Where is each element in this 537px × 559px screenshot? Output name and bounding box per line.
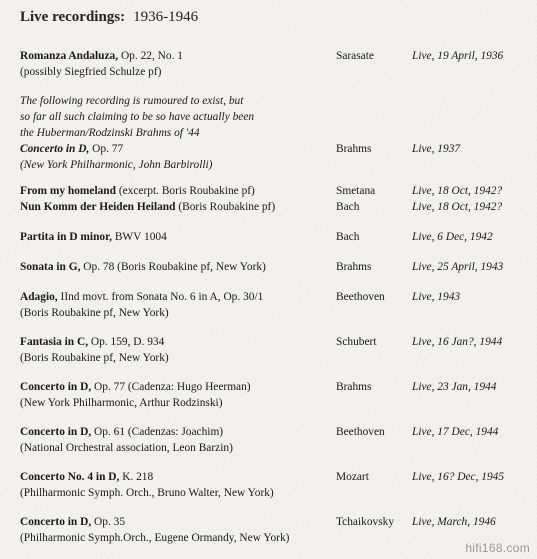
work-title: Concerto in D, — [20, 143, 90, 155]
recording-entry — [20, 229, 535, 245]
work-title: Fantasia in C, — [20, 336, 89, 348]
heading-years: 1936-1946 — [133, 9, 199, 25]
rumour-note-line: the Huberman/Rodzinski Brahms of '44 — [20, 127, 200, 139]
performers: (New York Philharmonic, Arthur Rodzinski) — [20, 397, 223, 409]
performers: (Boris Roubakine pf, New York) — [20, 352, 169, 364]
work-detail: Op. 77 (Cadenza: Hugo Heerman) — [91, 381, 251, 393]
recording-date: Live, 1937 — [412, 143, 461, 155]
work-detail: Op. 61 (Cadenzas: Joachim) — [91, 426, 224, 438]
composer: Tchaikovsky — [336, 516, 395, 528]
recording-entry — [20, 259, 535, 275]
work-detail: (Boris Roubakine pf) — [175, 201, 276, 213]
recording-date: Live, 6 Dec, 1942 — [412, 231, 493, 243]
recording-date: Live, 17 Dec, 1944 — [412, 426, 499, 438]
work-title: Concerto No. 4 in D, — [20, 471, 120, 483]
recording-entry — [20, 424, 535, 456]
page-heading — [20, 9, 198, 26]
composer: Smetana — [336, 185, 376, 197]
recording-date: Live, 18 Oct, 1942? — [412, 201, 503, 213]
work-detail: (excerpt. Boris Roubakine pf) — [115, 185, 255, 197]
work-title: From my homeland — [20, 185, 116, 197]
work-title: Sonata in G, — [20, 261, 81, 273]
recording-date: Live, 19 April, 1936 — [412, 50, 504, 62]
recording-entry — [20, 469, 535, 501]
recording-date: Live, 25 April, 1943 — [412, 261, 504, 273]
composer: Brahms — [336, 261, 372, 273]
work-detail: K. 218 — [119, 471, 154, 483]
work-title: Adagio, — [20, 291, 58, 303]
composer: Beethoven — [336, 291, 385, 303]
performers: (Philharmonic Symph. Orch., Bruno Walter, New York) — [20, 487, 274, 499]
recording-date: Live, March, 1946 — [412, 516, 496, 528]
work-detail: Op. 35 — [91, 516, 126, 528]
work-title: Concerto in D, — [20, 381, 92, 393]
work-detail: IInd movt. from Sonata No. 6 in A, Op. 30/1 — [57, 291, 264, 303]
composer: Bach — [336, 231, 360, 243]
performers: (National Orchestral association, Leon Barzin) — [20, 442, 233, 454]
recording-date: Live, 16 Jan?, 1944 — [412, 336, 503, 348]
recording-entry — [20, 289, 535, 321]
recording-date: Live, 18 Oct, 1942? — [412, 185, 503, 197]
composer: Mozart — [336, 471, 369, 483]
composer: Brahms — [336, 143, 372, 155]
performers: (Boris Roubakine pf, New York) — [20, 307, 169, 319]
recording-entry — [20, 514, 535, 546]
recording-date: Live, 16? Dec, 1945 — [412, 471, 505, 483]
work-title: Concerto in D, — [20, 426, 92, 438]
recording-entry — [20, 379, 535, 411]
composer: Beethoven — [336, 426, 385, 438]
composer: Bach — [336, 201, 360, 213]
performers: (Philharmonic Symph.Orch., Eugene Ormandy, New York) — [20, 532, 290, 544]
performers: (possibly Siegfried Schulze pf) — [20, 66, 162, 78]
rumour-note-line: so far all such claiming to be so have actually been — [20, 111, 255, 123]
work-title: Partita in D minor, — [20, 231, 112, 243]
recording-entry-rumoured — [20, 93, 535, 173]
heading-title: Live recordings: — [20, 9, 126, 25]
composer: Brahms — [336, 381, 372, 393]
work-detail: Op. 77 — [89, 143, 124, 155]
recording-entry — [20, 183, 535, 199]
rumour-note-line: The following recording is rumoured to exist, but — [20, 95, 244, 107]
work-title: Concerto in D, — [20, 516, 92, 528]
work-detail: BWV 1004 — [111, 231, 167, 243]
recording-entry — [20, 48, 535, 80]
recording-date: Live, 23 Jan, 1944 — [412, 381, 497, 393]
work-detail: Op. 78 (Boris Roubakine pf, New York) — [80, 261, 266, 273]
work-title: Nun Komm der Heiden Heiland — [20, 201, 176, 213]
work-detail: Op. 159, D. 934 — [88, 336, 165, 348]
recording-entry — [20, 199, 535, 215]
recording-date: Live, 1943 — [412, 291, 461, 303]
work-title: Romanza Andaluza, — [20, 50, 119, 62]
composer: Schubert — [336, 336, 377, 348]
composer: Sarasate — [336, 50, 374, 62]
performers: (New York Philharmonic, John Barbirolli) — [20, 159, 213, 171]
watermark: hifi168.com — [465, 541, 530, 555]
work-detail: Op. 22, No. 1 — [118, 50, 183, 62]
recording-entry — [20, 334, 535, 366]
